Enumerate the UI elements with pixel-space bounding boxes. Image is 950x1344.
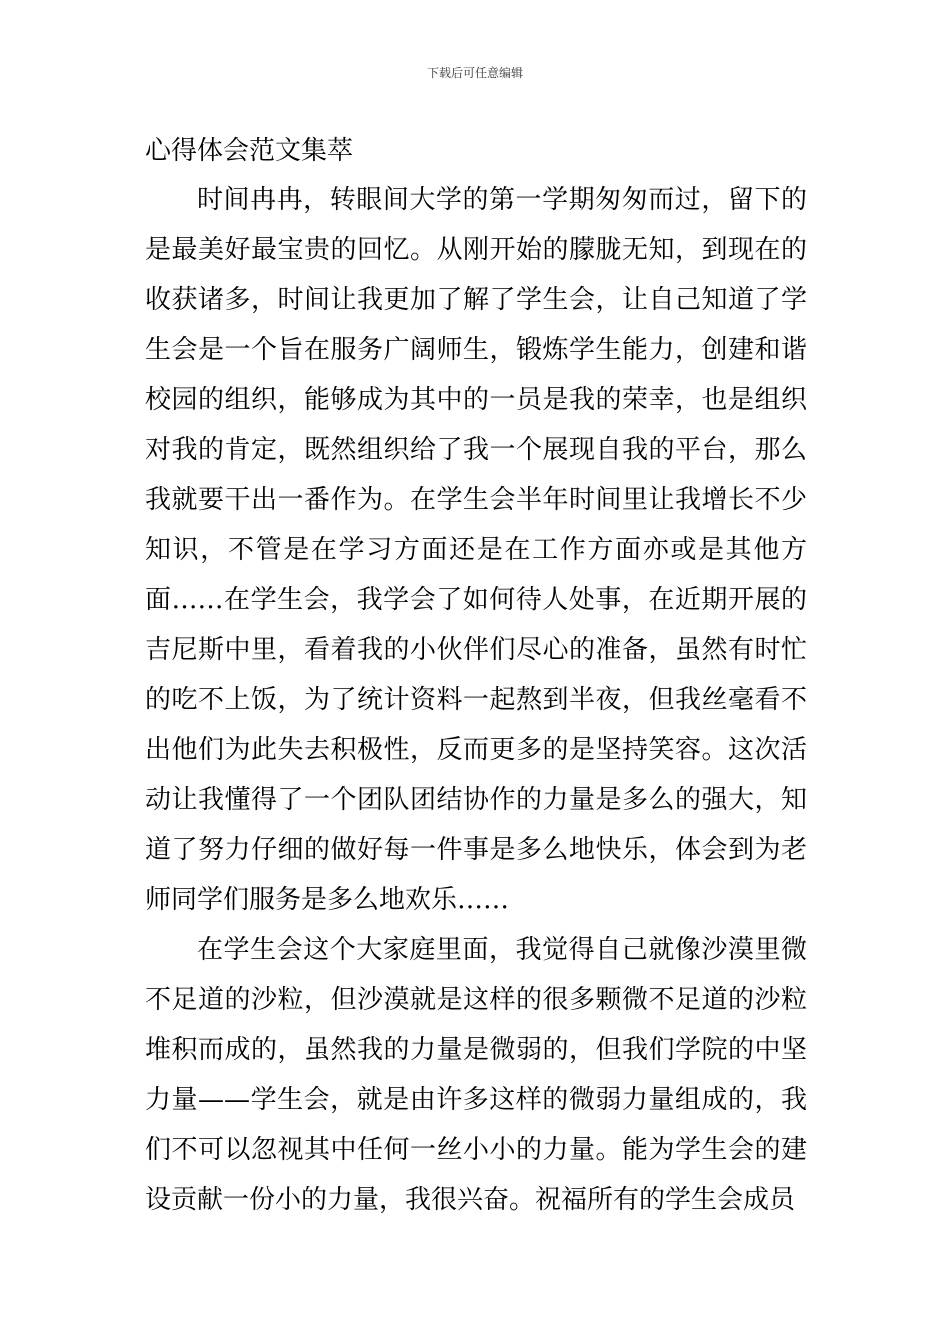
header-note: 下载后可任意编辑 [426,66,523,80]
paragraph-2: 在学生会这个大家庭里面，我觉得自己就像沙漠里微不足道的沙粒，但沙漠就是这样的很多颗微不足道的沙粒堆积而成的，虽然我的力量是微弱的，但我们学院的中坚力量——学生会，就是由许多这样的微弱力量组成的，我们不可以忽视其中任何一丝小小的力量。能为学生会的建设贡献一份小的力量，我很兴奋。祝福所有的学生会成员 [145,935,807,1215]
document-body [145,127,807,1225]
document-title: 心得体会范文集萃 [145,136,354,166]
paragraph-1: 时间冉冉，转眼间大学的第一学期匆匆而过，留下的是最美好最宝贵的回忆。从刚开始的朦胧无知，到现在的收获诸多，时间让我更加了解了学生会，让自己知道了学生会是一个旨在服务广阔师生，锻炼学生能力，创建和谐校园的组织，能够成为其中的一员是我的荣幸，也是组织对我的肯定，既然组织给了我一个展现自我的平台，那么我就要干出一番作为。在学生会半年时间里让我增长不少知识，不管是在学习方面还是在工作方面亦或是其他方面……在学生会，我学会了如何待人处事，在近期开展的吉尼斯中里，看着我的小伙伴们尽心的准备，虽然有时忙的吃不上饭，为了统计资料一起熬到半夜，但我丝毫看不出他们为此失去积极性，反而更多的是坚持笑容。这次活动让我懂得了一个团队团结协作的力量是多么的强大，知道了努力仔细的做好每一件事是多么地快乐，体会到为老师同学们服务是多么地欢乐…… [145,185,807,915]
